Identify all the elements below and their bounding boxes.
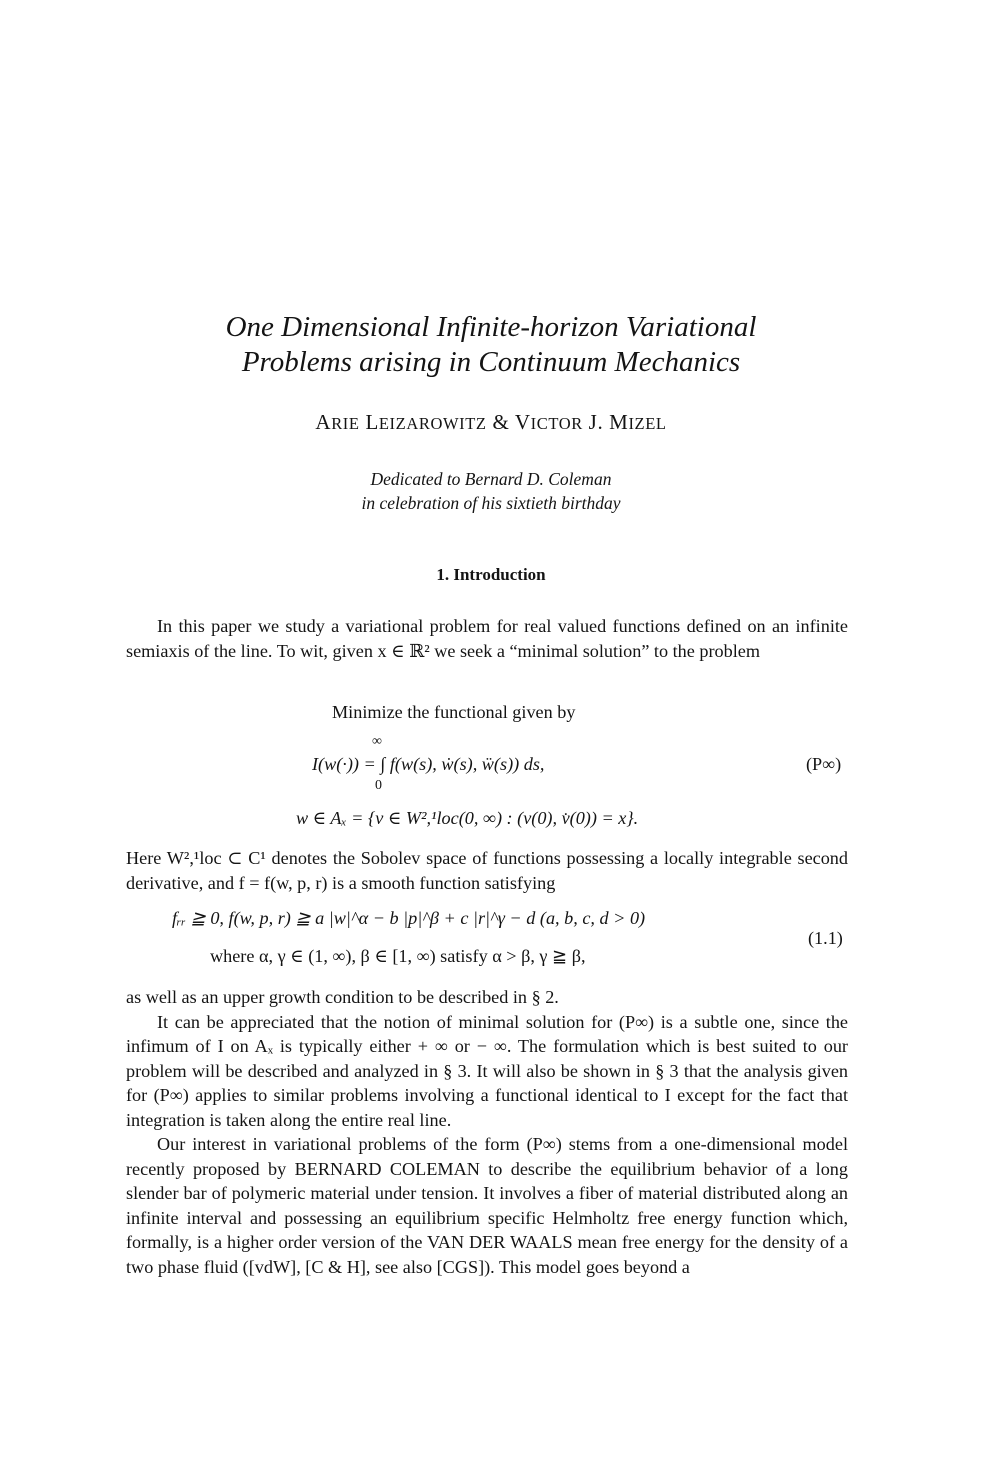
author-2-first-rest: ICTOR [530,414,583,433]
dedication-line-1: Dedicated to Bernard D. Coleman [370,469,612,489]
equation-intro: Minimize the functional given by [332,702,576,722]
dedication-line-2: in celebration of his sixtieth birthday [361,493,621,513]
section-heading: 1. Introduction [436,565,546,584]
paper-title [126,310,856,380]
paragraph-4-text: It can be appreciated that the notion of minimal solution for (P∞) is a subtle one, since the infimum of I on Aₓ is typically either + ∞ or − ∞. The formulation which is best suited to our problem will be described and analyzed in § 3. It will also be shown in § 3 that the analysis given for (P∞) applies to similar problems involving a functional identical to I except for the fact that integration is taken along the entire real line. [126,1011,848,1130]
equation-functional: I(w(·)) = ∫ f(w(s), ẇ(s), ẅ(s)) ds, [312,754,545,774]
paragraph-2 [126,846,848,895]
equation-constraint: w ∈ Aₓ = {v ∈ W²,¹loc(0, ∞) : (v(0), v̇(0)) = x}. [296,808,639,828]
integral-lower-limit: 0 [375,778,382,793]
title-line-1: One Dimensional Infinite-horizon Variational [225,311,757,343]
author-separator: & [486,410,515,434]
author-2-middle: J. [582,410,610,434]
author-1-last-rest: EIZAROWITZ [378,414,487,433]
paragraph-1 [126,614,848,663]
author-2-last-initial: M [609,410,629,434]
paragraph-1-text: In this paper we study a variational problem for real valued functions defined on an infinite semiaxis of the line. To wit, given x ∈ ℝ² we seek a “minimal solution” to the problem [126,616,848,661]
author-1-last-initial: L [365,410,379,434]
author-1-first-initial: A [315,410,332,434]
author-1-first-rest: RIE [331,414,360,433]
paragraph-5-text: Our interest in variational problems of the form (P∞) stems from a one-dimensional model recently proposed by BERNARD COLEMAN to describe the equilibrium behavior of a long slender bar of polymeric material under tension. It involves a fiber of material distributed along an infinite interval and possessing an equilibrium specific Helmholtz free energy function which, formally, is a higher order version of the VAN DER WAALS mean free energy for the density of a two phase fluid ([vdW], [C & H], see also [CGS]). This model goes beyond a [126,1134,848,1277]
paragraph-3-text: as well as an upper growth condition to be described in § 2. [126,987,559,1007]
title-line-2: Problems arising in Continuum Mechanics [241,346,741,378]
equation-label-1-1: (1.1) [808,928,843,948]
author-2-first-initial: V [514,410,531,434]
equation-label-p-infinity: (P∞) [806,754,842,774]
authors [126,410,856,435]
author-2-last-rest: IZEL [628,414,667,433]
integral-upper-limit: ∞ [372,734,382,749]
equation-1-1-line-2: where α, γ ∈ (1, ∞), β ∈ [1, ∞) satisfy α > β, γ ≧ β, [210,946,586,966]
paragraph-2-text: Here W²,¹loc ⊂ C¹ denotes the Sobolev space of functions possessing a locally integrable second derivative, and f = f(w, p, r) is a smooth function satisfying [126,848,848,893]
dedication [126,467,856,515]
body-text [126,985,848,1279]
equation-1-1-line-1: fᵣᵣ ≧ 0, f(w, p, r) ≧ a |w|^α − b |p|^β + c |r|^γ − d (a, b, c, d > 0) [172,908,646,928]
